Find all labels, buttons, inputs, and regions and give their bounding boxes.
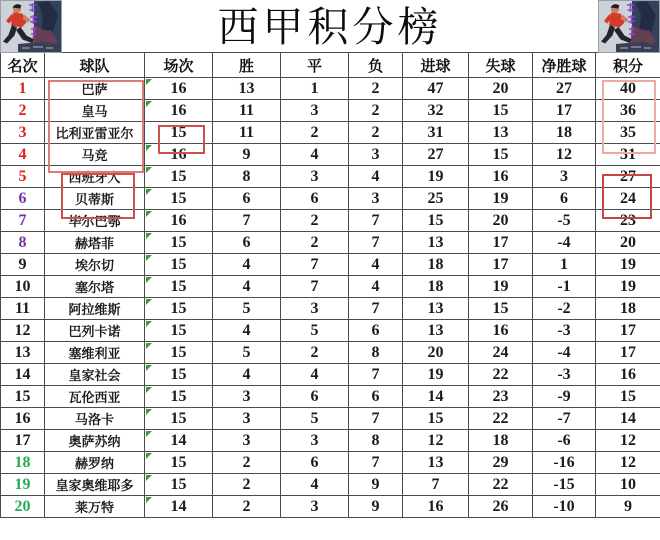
rank-cell: 2 (1, 100, 45, 122)
table-row (1, 408, 660, 430)
goal-diff-cell: -3 (533, 364, 596, 386)
goals-against-cell: 22 (469, 408, 533, 430)
played-cell: 15 (145, 452, 213, 474)
goals-against-cell: 19 (469, 276, 533, 298)
points-cell: 36 (596, 100, 660, 122)
loss-cell: 2 (349, 122, 403, 144)
table-row (1, 320, 660, 342)
table-row (1, 452, 660, 474)
points-cell: 31 (596, 144, 660, 166)
goal-diff-cell: 18 (533, 122, 596, 144)
draw-cell: 6 (281, 386, 349, 408)
played-cell: 14 (145, 496, 213, 518)
table-row (1, 78, 660, 100)
column-header-9: 积分 (596, 53, 660, 78)
team-cell: 毕尔巴鄂 (45, 210, 145, 232)
loss-cell: 6 (349, 320, 403, 342)
goals-against-cell: 20 (469, 78, 533, 100)
draw-cell: 2 (281, 210, 349, 232)
goals-against-cell: 15 (469, 100, 533, 122)
team-cell: 马竞 (45, 144, 145, 166)
goal-diff-cell: -16 (533, 452, 596, 474)
table-row (1, 254, 660, 276)
draw-cell: 1 (281, 78, 349, 100)
column-header-2: 场次 (145, 53, 213, 78)
green-corner-flag-icon (146, 277, 152, 283)
played-cell: 15 (145, 122, 213, 144)
points-cell: 12 (596, 430, 660, 452)
win-cell: 4 (213, 254, 281, 276)
goal-diff-cell: 12 (533, 144, 596, 166)
win-cell: 4 (213, 320, 281, 342)
goals-against-cell: 22 (469, 364, 533, 386)
draw-cell: 7 (281, 254, 349, 276)
loss-cell: 8 (349, 342, 403, 364)
table-row (1, 166, 660, 188)
draw-cell: 5 (281, 320, 349, 342)
rank-cell: 18 (1, 452, 45, 474)
draw-cell: 4 (281, 474, 349, 496)
rank-cell: 9 (1, 254, 45, 276)
goals-for-cell: 18 (403, 276, 469, 298)
loss-cell: 7 (349, 452, 403, 474)
table-row (1, 364, 660, 386)
played-cell: 16 (145, 78, 213, 100)
goals-against-cell: 17 (469, 232, 533, 254)
goals-against-cell: 17 (469, 254, 533, 276)
goals-against-cell: 22 (469, 474, 533, 496)
title-bar (0, 0, 660, 52)
table-row (1, 232, 660, 254)
win-cell: 13 (213, 78, 281, 100)
points-cell: 10 (596, 474, 660, 496)
win-cell: 4 (213, 276, 281, 298)
points-cell: 19 (596, 276, 660, 298)
goal-diff-cell: -15 (533, 474, 596, 496)
loss-cell: 8 (349, 430, 403, 452)
goals-for-cell: 15 (403, 408, 469, 430)
goals-for-cell: 19 (403, 364, 469, 386)
loss-cell: 9 (349, 474, 403, 496)
goal-diff-cell: 17 (533, 100, 596, 122)
win-cell: 6 (213, 188, 281, 210)
played-cell: 15 (145, 320, 213, 342)
draw-cell: 3 (281, 430, 349, 452)
rank-cell: 6 (1, 188, 45, 210)
team-cell: 西班牙人 (45, 166, 145, 188)
loss-cell: 9 (349, 496, 403, 518)
team-cell: 奥萨苏纳 (45, 430, 145, 452)
points-cell: 18 (596, 298, 660, 320)
team-cell: 巴萨 (45, 78, 145, 100)
goals-for-cell: 7 (403, 474, 469, 496)
draw-cell: 2 (281, 122, 349, 144)
team-cell: 皇家社会 (45, 364, 145, 386)
goals-against-cell: 29 (469, 452, 533, 474)
loss-cell: 7 (349, 298, 403, 320)
win-cell: 3 (213, 408, 281, 430)
goals-against-cell: 13 (469, 122, 533, 144)
goal-diff-cell: -4 (533, 342, 596, 364)
team-cell: 塞尔塔 (45, 276, 145, 298)
goals-against-cell: 19 (469, 188, 533, 210)
team-cell: 皇家奥维耶多 (45, 474, 145, 496)
team-cell: 贝蒂斯 (45, 188, 145, 210)
draw-cell: 2 (281, 342, 349, 364)
points-cell: 15 (596, 386, 660, 408)
green-corner-flag-icon (146, 387, 152, 393)
table-row (1, 474, 660, 496)
loss-cell: 3 (349, 144, 403, 166)
win-cell: 11 (213, 122, 281, 144)
green-corner-flag-icon (146, 409, 152, 415)
goal-diff-cell: -10 (533, 496, 596, 518)
played-cell: 15 (145, 342, 213, 364)
team-cell: 莱万特 (45, 496, 145, 518)
team-cell: 比利亚雷亚尔 (45, 122, 145, 144)
goals-for-cell: 18 (403, 254, 469, 276)
green-corner-flag-icon (146, 79, 152, 85)
green-corner-flag-icon (146, 431, 152, 437)
draw-cell: 2 (281, 232, 349, 254)
rank-cell: 20 (1, 496, 45, 518)
loss-cell: 2 (349, 78, 403, 100)
column-header-0: 名次 (1, 53, 45, 78)
column-header-3: 胜 (213, 53, 281, 78)
team-cell: 埃尔切 (45, 254, 145, 276)
team-cell: 塞维利亚 (45, 342, 145, 364)
win-cell: 7 (213, 210, 281, 232)
table-row (1, 298, 660, 320)
draw-cell: 5 (281, 408, 349, 430)
table-row (1, 100, 660, 122)
green-corner-flag-icon (146, 453, 152, 459)
goal-diff-cell: -2 (533, 298, 596, 320)
green-corner-flag-icon (146, 497, 152, 503)
played-cell: 15 (145, 408, 213, 430)
draw-cell: 3 (281, 298, 349, 320)
goals-against-cell: 18 (469, 430, 533, 452)
green-corner-flag-icon (146, 101, 152, 107)
goal-diff-cell: 1 (533, 254, 596, 276)
goals-for-cell: 16 (403, 496, 469, 518)
loss-cell: 2 (349, 100, 403, 122)
played-cell: 15 (145, 232, 213, 254)
table-row (1, 386, 660, 408)
loss-cell: 7 (349, 232, 403, 254)
table-row (1, 276, 660, 298)
goals-against-cell: 16 (469, 320, 533, 342)
loss-cell: 7 (349, 408, 403, 430)
team-cell: 赫罗纳 (45, 452, 145, 474)
goal-diff-cell: -6 (533, 430, 596, 452)
green-corner-flag-icon (146, 233, 152, 239)
loss-cell: 6 (349, 386, 403, 408)
played-cell: 15 (145, 188, 213, 210)
goals-for-cell: 13 (403, 298, 469, 320)
played-cell: 16 (145, 210, 213, 232)
loss-cell: 7 (349, 210, 403, 232)
win-cell: 2 (213, 496, 281, 518)
column-header-8: 净胜球 (533, 53, 596, 78)
green-corner-flag-icon (146, 343, 152, 349)
points-cell: 23 (596, 210, 660, 232)
green-corner-flag-icon (146, 189, 152, 195)
points-cell: 12 (596, 452, 660, 474)
green-corner-flag-icon (146, 365, 152, 371)
goal-diff-cell: -9 (533, 386, 596, 408)
goals-for-cell: 19 (403, 166, 469, 188)
team-cell: 马洛卡 (45, 408, 145, 430)
table-row (1, 122, 660, 144)
green-corner-flag-icon (146, 211, 152, 217)
rank-cell: 14 (1, 364, 45, 386)
goals-against-cell: 16 (469, 166, 533, 188)
goals-against-cell: 15 (469, 144, 533, 166)
column-header-4: 平 (281, 53, 349, 78)
column-header-6: 进球 (403, 53, 469, 78)
goals-for-cell: 32 (403, 100, 469, 122)
goals-for-cell: 13 (403, 320, 469, 342)
goal-diff-cell: -7 (533, 408, 596, 430)
table-row (1, 144, 660, 166)
rank-cell: 12 (1, 320, 45, 342)
column-header-1: 球队 (45, 53, 145, 78)
played-cell: 15 (145, 386, 213, 408)
draw-cell: 3 (281, 100, 349, 122)
green-corner-flag-icon (146, 299, 152, 305)
points-cell: 16 (596, 364, 660, 386)
table-row (1, 210, 660, 232)
draw-cell: 6 (281, 188, 349, 210)
rank-cell: 17 (1, 430, 45, 452)
team-cell: 巴列卡诺 (45, 320, 145, 342)
loss-cell: 4 (349, 276, 403, 298)
green-corner-flag-icon (146, 475, 152, 481)
goals-against-cell: 26 (469, 496, 533, 518)
rank-cell: 15 (1, 386, 45, 408)
goal-diff-cell: 6 (533, 188, 596, 210)
win-cell: 3 (213, 386, 281, 408)
draw-cell: 3 (281, 496, 349, 518)
page-title: 西甲积分榜 (217, 3, 443, 51)
table-row (1, 188, 660, 210)
green-corner-flag-icon (146, 321, 152, 327)
goal-diff-cell: -1 (533, 276, 596, 298)
points-cell: 24 (596, 188, 660, 210)
win-cell: 8 (213, 166, 281, 188)
played-cell: 15 (145, 276, 213, 298)
goals-against-cell: 15 (469, 298, 533, 320)
played-cell: 16 (145, 100, 213, 122)
win-cell: 11 (213, 100, 281, 122)
rank-cell: 10 (1, 276, 45, 298)
points-cell: 17 (596, 320, 660, 342)
football-player-artwork-icon (598, 0, 660, 53)
draw-cell: 4 (281, 144, 349, 166)
draw-cell: 4 (281, 364, 349, 386)
column-header-5: 负 (349, 53, 403, 78)
goals-against-cell: 23 (469, 386, 533, 408)
goal-diff-cell: -3 (533, 320, 596, 342)
goal-diff-cell: -4 (533, 232, 596, 254)
goals-for-cell: 25 (403, 188, 469, 210)
goals-for-cell: 12 (403, 430, 469, 452)
points-cell: 9 (596, 496, 660, 518)
rank-cell: 16 (1, 408, 45, 430)
win-cell: 4 (213, 364, 281, 386)
points-cell: 20 (596, 232, 660, 254)
table-row (1, 430, 660, 452)
played-cell: 15 (145, 254, 213, 276)
points-cell: 19 (596, 254, 660, 276)
win-cell: 2 (213, 474, 281, 496)
win-cell: 2 (213, 452, 281, 474)
loss-cell: 4 (349, 166, 403, 188)
header-row (1, 53, 660, 78)
loss-cell: 4 (349, 254, 403, 276)
rank-cell: 8 (1, 232, 45, 254)
draw-cell: 3 (281, 166, 349, 188)
played-cell: 15 (145, 474, 213, 496)
rank-cell: 1 (1, 78, 45, 100)
column-header-7: 失球 (469, 53, 533, 78)
win-cell: 5 (213, 298, 281, 320)
green-corner-flag-icon (146, 255, 152, 261)
played-cell: 15 (145, 364, 213, 386)
rank-cell: 11 (1, 298, 45, 320)
goals-against-cell: 20 (469, 210, 533, 232)
points-cell: 27 (596, 166, 660, 188)
standings-table (0, 52, 660, 518)
draw-cell: 6 (281, 452, 349, 474)
green-corner-flag-icon (146, 145, 152, 151)
goals-for-cell: 20 (403, 342, 469, 364)
goals-for-cell: 27 (403, 144, 469, 166)
team-cell: 阿拉维斯 (45, 298, 145, 320)
rank-cell: 19 (1, 474, 45, 496)
points-cell: 35 (596, 122, 660, 144)
team-cell: 赫塔菲 (45, 232, 145, 254)
played-cell: 15 (145, 166, 213, 188)
loss-cell: 7 (349, 364, 403, 386)
played-cell: 15 (145, 298, 213, 320)
loss-cell: 3 (349, 188, 403, 210)
goals-for-cell: 13 (403, 452, 469, 474)
goal-diff-cell: 3 (533, 166, 596, 188)
win-cell: 9 (213, 144, 281, 166)
win-cell: 6 (213, 232, 281, 254)
points-cell: 14 (596, 408, 660, 430)
table-row (1, 342, 660, 364)
goals-for-cell: 31 (403, 122, 469, 144)
rank-cell: 7 (1, 210, 45, 232)
goals-for-cell: 13 (403, 232, 469, 254)
rank-cell: 3 (1, 122, 45, 144)
points-cell: 17 (596, 342, 660, 364)
rank-cell: 13 (1, 342, 45, 364)
played-cell: 16 (145, 144, 213, 166)
goals-against-cell: 24 (469, 342, 533, 364)
win-cell: 5 (213, 342, 281, 364)
team-cell: 皇马 (45, 100, 145, 122)
draw-cell: 7 (281, 276, 349, 298)
goal-diff-cell: 27 (533, 78, 596, 100)
played-cell: 14 (145, 430, 213, 452)
rank-cell: 5 (1, 166, 45, 188)
football-player-artwork-icon (0, 0, 62, 53)
team-cell: 瓦伦西亚 (45, 386, 145, 408)
rank-cell: 4 (1, 144, 45, 166)
green-corner-flag-icon (146, 167, 152, 173)
goals-for-cell: 47 (403, 78, 469, 100)
goal-diff-cell: -5 (533, 210, 596, 232)
table-row (1, 496, 660, 518)
goals-for-cell: 14 (403, 386, 469, 408)
goals-for-cell: 15 (403, 210, 469, 232)
win-cell: 3 (213, 430, 281, 452)
points-cell: 40 (596, 78, 660, 100)
